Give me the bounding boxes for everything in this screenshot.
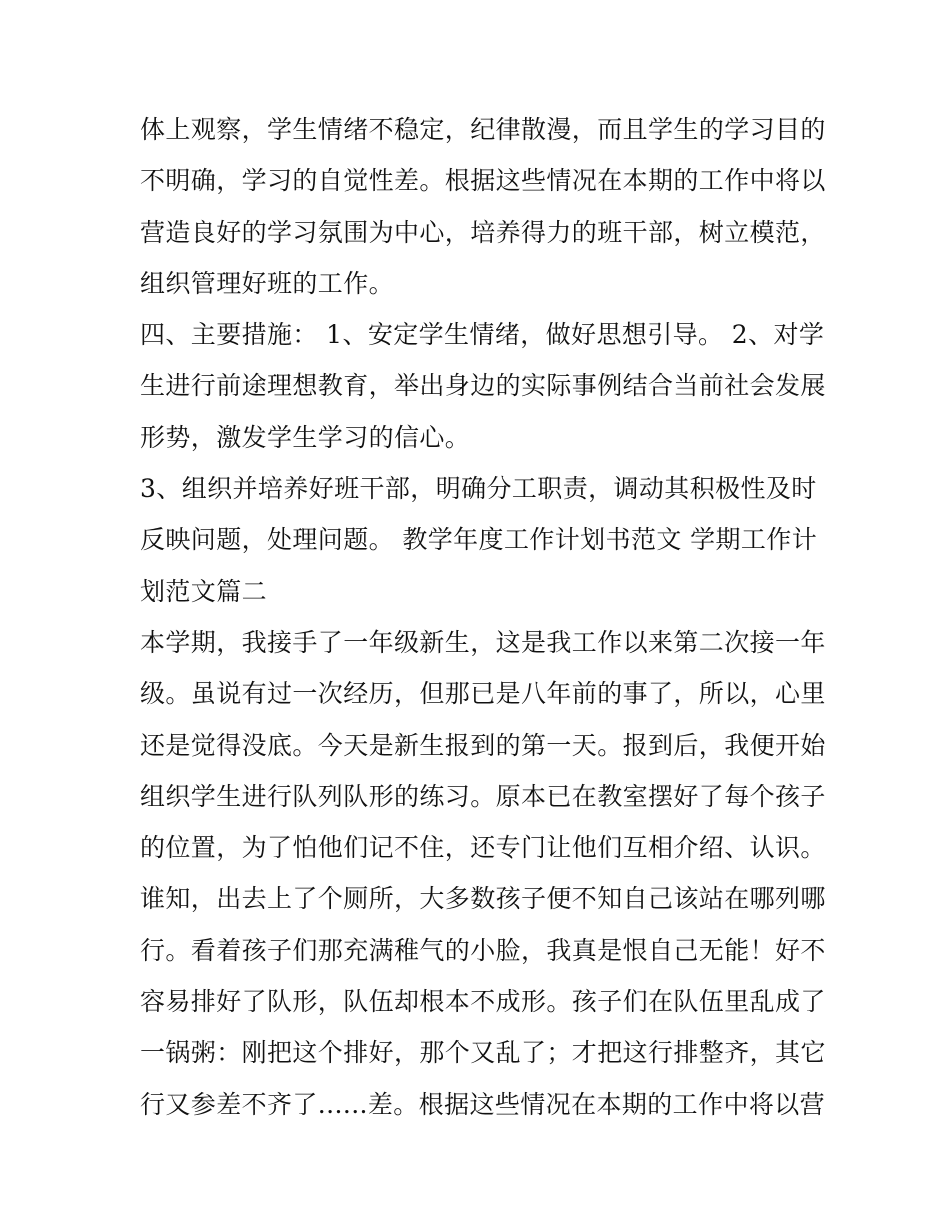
text-line: 行。看着孩子们那充满稚气的小脸，我真是恨自己无能！好不	[140, 935, 826, 965]
text-line: 一锅粥：刚把这个排好，那个又乱了；才把这行排整齐，其它	[140, 1038, 826, 1068]
text-line: 不明确，学习的自觉性差。根据这些情况在本期的工作中将以	[140, 166, 826, 196]
text-line: 四、主要措施： 1、安定学生情绪，做好思想引导。 2、对学	[140, 320, 825, 350]
text-line: 本学期，我接手了一年级新生，这是我工作以来第二次接一年	[140, 627, 826, 657]
text-line: 生进行前途理想教育，举出身边的实际事例结合当前社会发展	[140, 371, 826, 401]
text-line: 容易排好了队形，队伍却根本不成形。孩子们在队伍里乱成了	[140, 987, 826, 1017]
text-line: 行又参差不齐了......差。根据这些情况在本期的工作中将以营	[140, 1089, 826, 1119]
text-line: 反映问题，处理问题。 教学年度工作计划书范文 学期工作计	[140, 525, 818, 555]
text-line: 的位置，为了怕他们记不住，还专门让他们互相介绍、认识。	[140, 833, 826, 863]
text-line: 谁知，出去上了个厕所，大多数孩子便不知自己该站在哪列哪	[140, 884, 826, 914]
text-line: 级。虽说有过一次经历，但那已是八年前的事了，所以，心里	[140, 679, 826, 709]
text-line: 3、组织并培养好班干部，明确分工职责，调动其积极性及时	[140, 474, 817, 504]
text-line: 组织管理好班的工作。	[140, 268, 395, 298]
text-line: 营造良好的学习氛围为中心，培养得力的班干部，树立模范，	[140, 217, 826, 247]
text-line: 划范文篇二	[140, 576, 268, 606]
text-line: 组织学生进行队列队形的练习。原本已在教室摆好了每个孩子	[140, 781, 826, 811]
text-line: 形势，激发学生学习的信心。	[140, 422, 471, 452]
body-text	[140, 104, 826, 1130]
text-line: 还是觉得没底。今天是新生报到的第一天。报到后，我便开始	[140, 730, 826, 760]
text-line: 体上观察，学生情绪不稳定，纪律散漫，而且学生的学习目的	[140, 115, 826, 144]
